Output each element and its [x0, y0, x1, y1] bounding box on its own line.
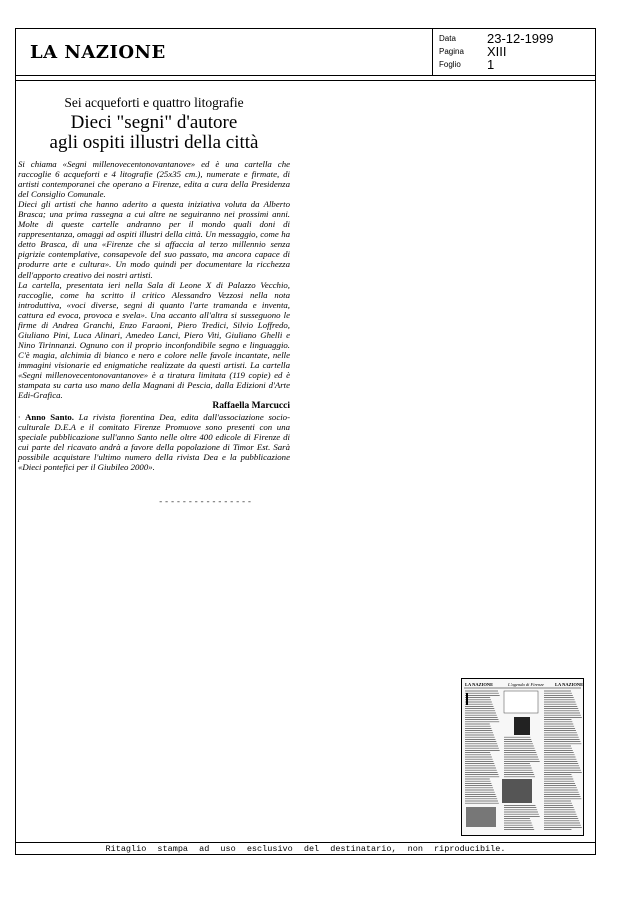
clipping-header — [15, 28, 596, 76]
page-label: Pagina — [439, 47, 464, 57]
note-text: La rivista fiorentina Dea, edita dall'associazione socio-culturale D.E.A e il comitato Firenze Promuove sono presenti con una speciale pubblicazione sull'anno Santo nelle oltre 400 edicole di Firenze di cui parte del ricavato andrà a favore della popolazione di Timor Est. Sarà possibile acquistare l'ultimo numero della rivista Dea e la pubblicazione «Dieci pontefici per il Giubileo 2000». — [18, 412, 291, 473]
thumbnail-photo — [466, 807, 496, 827]
date-label: Data — [439, 34, 456, 44]
thumbnail-center-heading: L'agenda di Firenze — [508, 682, 545, 687]
anno-santo-note — [18, 412, 290, 472]
article-kicker: Sei acqueforti e quattro litografie — [64, 95, 244, 110]
headline-line-1: Dieci "segni" d'autore — [70, 112, 238, 133]
clipping-metadata — [439, 32, 554, 71]
publication-masthead: LA NAZIONE — [30, 42, 166, 63]
page-thumbnail — [461, 678, 584, 836]
page-value: XIII — [487, 44, 507, 60]
headline-line-2: agli ospiti illustri della città — [49, 132, 259, 153]
thumbnail-right-masthead: LA NAZIONE — [555, 682, 583, 687]
article — [18, 95, 290, 472]
date-value: 23-12-1999 — [487, 31, 554, 47]
header-divider — [432, 28, 433, 76]
reproduction-disclaimer: Ritaglio stampa ad uso esclusivo del destinatario, non riproducibile. — [105, 844, 506, 854]
article-paragraph: Si chiama «Segni millenovecentonovantanove» ed è una cartella che raccoglie 6 acqueforti e 4 litografie (25x35 cm.), numerate e firmate, di artisti contemporanei che operano a Firenze, edita a cura della Presidenza del Consiglio Comunale. — [18, 159, 290, 200]
note-bullet: · — [18, 412, 21, 423]
sheet-value: 1 — [487, 57, 495, 73]
end-separator: ---------------- — [158, 497, 253, 507]
thumbnail-photo — [502, 779, 532, 803]
article-headline — [18, 113, 290, 153]
thumbnail-left-masthead: LA NAZIONE — [465, 682, 494, 687]
thumbnail-clip-marker — [466, 693, 468, 705]
thumbnail-photo — [514, 717, 530, 735]
thumbnail-page-image — [462, 679, 583, 835]
note-title: Anno Santo. — [24, 412, 74, 423]
sheet-row — [439, 58, 554, 71]
date-row — [439, 32, 554, 45]
article-body — [18, 159, 290, 400]
sheet-label: Foglio — [439, 60, 461, 70]
thumbnail-article-box — [504, 691, 538, 713]
article-paragraph: La cartella, presentata ieri nella Sala di Leone X di Palazzo Vecchio, raccoglie, come ha scritto il critico Alessandro Vezzosi nella nota introduttiva, «voci diverse, segni di quanto l'arte tramanda e inventa, cattura ed evoca, provoca e svela». Una accanto all'altra si susseguono le firme di Andrea Granchi, Enzo Faraoni, Piero Tredici, Silvio Loffredo, Giuliano Pini, Luca Alinari, Amedeo Lanci, Piero Viti, Giuliano Ghelli e Nino Tirinnanzi. Ognuno con il proprio inconfondibile segno e linguaggio. C'è magia, alchimia di bianco e nero e colore nelle favole incantate, nelle immagini visionarie ed enigmatiche realizzate da questi artisti. La cartella «Segni millenovecentonovantanove» è a tiratura limitata (119 copie) ed è stampata su carta uso mano della Magnani di Pescia, dalla Edizioni d'Arte Edi-Grafica. — [18, 279, 290, 401]
page-row — [439, 45, 554, 58]
header-rule — [15, 80, 596, 81]
article-paragraph: Dieci gli artisti che hanno aderito a questa iniziativa voluta da Alberto Brasca; una prima rassegna a cui altre ne seguiranno nei prossimi anni. Molte di queste cartelle andranno per il mondo quali doni di rappresentanza, omaggi ad ospiti illustri della città. Un messaggio, come ha detto Brasca, di una «Firenze che si affaccia al terzo millennio senza pigrizie contemplative, consapevole del suo passato, ma ancora capace di produrre arte e cultura». Un modo quindi per documentare la ricchezza dell'apporto creativo dei nostri artisti. — [18, 199, 290, 280]
article-byline: Raffaella Marcucci — [212, 401, 290, 412]
